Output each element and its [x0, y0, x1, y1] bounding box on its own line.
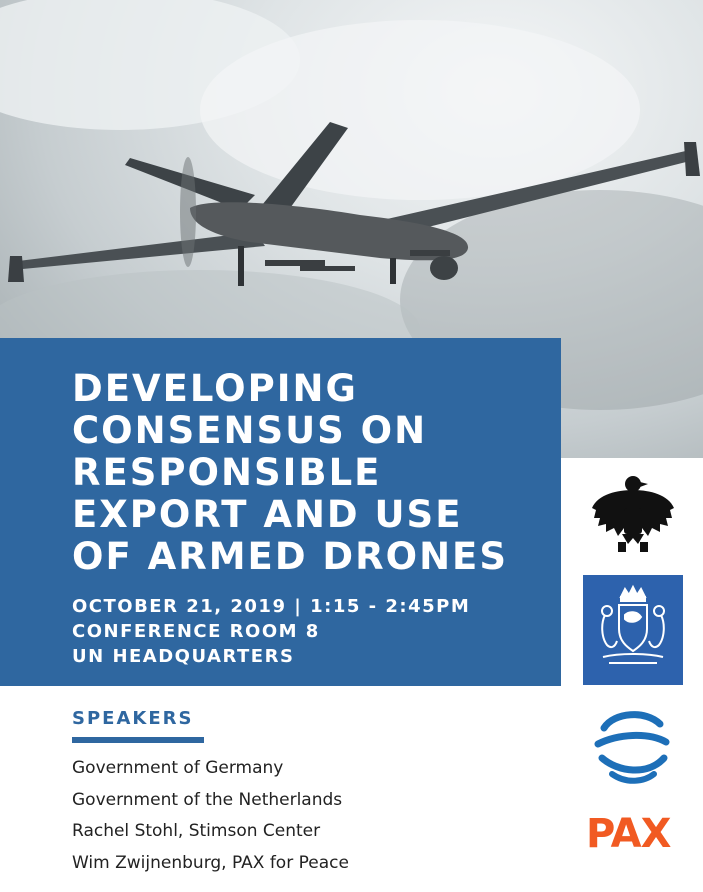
title-line: OF ARMED DRONES — [72, 535, 508, 578]
speakers-list — [72, 753, 349, 879]
title-line: DEVELOPING — [72, 367, 358, 410]
speaker-item: Wim Zwijnenburg, PAX for Peace — [72, 852, 349, 873]
coat-of-arms-graphic — [583, 575, 683, 685]
speaker-item: Rachel Stohl, Stimson Center — [72, 821, 321, 841]
title-line: RESPONSIBLE — [72, 451, 382, 494]
event-venue: UN HEADQUARTERS — [72, 646, 295, 667]
title-line: CONSENSUS ON — [72, 409, 428, 452]
stimson-globe-icon — [592, 706, 670, 786]
title-line: EXPORT AND USE — [72, 493, 463, 536]
german-eagle-icon — [588, 468, 678, 558]
speaker-item: Government of the Netherlands — [72, 789, 343, 810]
speakers-divider — [72, 737, 204, 743]
pax-logo: PAX — [586, 811, 671, 857]
speakers-heading: SPEAKERS — [72, 708, 194, 729]
event-date-time: OCTOBER 21, 2019 | 1:15 - 2:45PM — [72, 596, 471, 617]
event-title — [72, 368, 552, 578]
event-details — [72, 594, 470, 669]
speaker-item: Government of Germany — [72, 758, 284, 778]
event-room: CONFERENCE ROOM 8 — [72, 621, 320, 642]
dutch-coat-of-arms-icon — [583, 575, 683, 685]
